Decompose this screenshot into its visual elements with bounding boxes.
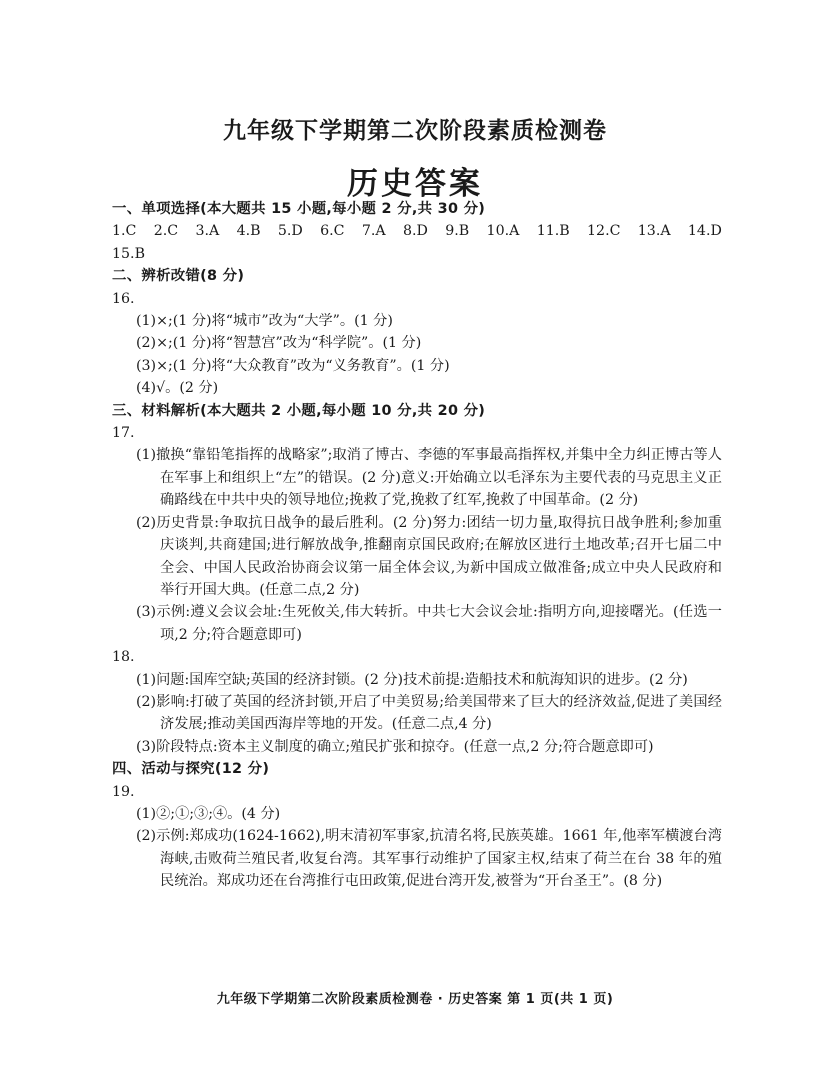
answer-item: (3)阶段特点:资本主义制度的确立;殖民扩张和掠夺。(任意一点,2 分;符合题意即可) [136, 738, 654, 755]
mc-answer: 13.A [637, 223, 671, 240]
answer-item: (3)示例:遵义会议会址:生死攸关,伟大转折。中共七大会议会址:指明方向,迎接曙光。(任选一项,2 分;符合题意即可) [136, 604, 722, 643]
mc-answer: 3.A [195, 223, 220, 240]
answer-item: (3)×;(1 分)将“大众教育”改为“义务教育”。(1 分) [136, 357, 450, 374]
page-footer: 九年级下学期第二次阶段素质检测卷 · 历史答案 第 1 页(共 1 页) [216, 992, 614, 1007]
mc-answer: 14.D [687, 223, 722, 240]
answer-item: (2)×;(1 分)将“智慧宫”改为“科学院”。(1 分) [136, 335, 422, 352]
answer-item: (1)撤换“靠铅笔指挥的战略家”;取消了博古、李德的军事最高指挥权,并集中全力纠正博古等人在军事上和组织上“左”的错误。(2 分)意义:开始确立以毛泽东为主要代表的马克思主义正确路线在中共中央的领导地位;挽救了党,挽救了红军,挽救了中国革命。(2 分) [136, 447, 722, 509]
answer-content [112, 198, 722, 893]
answer-item: (1)问题:国库空缺;英国的经济封锁。(2 分)技术前提:造船技术和航海知识的进步。(2 分) [136, 671, 688, 688]
mc-answer-row [112, 220, 722, 242]
mc-answer: 10.A [486, 223, 520, 240]
subject-title: 历史答案 [347, 166, 483, 202]
mc-answer: 11.B [536, 223, 570, 240]
mc-answer: 7.A [361, 223, 386, 240]
mc-answer: 9.B [445, 223, 470, 240]
mc-answer: 12.C [587, 223, 621, 240]
answer-item: (1)②;①;③;④。(4 分) [136, 805, 281, 822]
section-heading-material-analysis: 三、材料解析(本大题共 2 小题,每小题 10 分,共 20 分) [112, 402, 486, 419]
section-heading-activity-inquiry: 四、活动与探究(12 分) [112, 761, 270, 778]
question-number: 17. [112, 425, 135, 442]
answer-item: (2)历史背景:争取抗日战争的最后胜利。(2 分)努力:团结一切力量,取得抗日战争胜利;参加重庆谈判,共商建国;进行解放战争,推翻南京国民政府;在解放区进行土地改革;召开七届二中全会、中国人民政治协商会议第一届全体会议,为新中国成立做准备;成立中央人民政府和举行开国大典。(任意二点,2 分) [136, 514, 722, 598]
answer-item: (4)√。(2 分) [136, 380, 219, 397]
mc-answer: 5.D [277, 223, 303, 240]
mc-answer: 6.C [320, 223, 345, 240]
answer-item: (2)影响:打破了英国的经济封锁,开启了中美贸易;给美国带来了巨大的经济效益,促进了美国经济发展;推动美国西海岸等地的开发。(任意二点,4 分) [136, 693, 722, 733]
mc-answer: 1.C [112, 223, 137, 240]
mc-answer: 8.D [403, 223, 428, 240]
question-number: 19. [112, 783, 135, 800]
answer-item: (1)×;(1 分)将“城市”改为“大学”。(1 分) [136, 313, 393, 330]
question-number: 16. [112, 290, 135, 307]
answer-item: (2)示例:郑成功(1624-1662),明末清初军事家,抗清名将,民族英雄。1661 年,他率军横渡台湾海峡,击败荷兰殖民者,收复台湾。其军事行动维护了国家主权,结束了荷兰在台 38 年的殖民统治。郑成功还在台湾推行屯田政策,促进台湾开发,被誉为“开台圣王”。(8 分) [136, 828, 722, 890]
question-number: 18. [112, 649, 135, 666]
section-heading-correction: 二、辨析改错(8 分) [112, 268, 245, 285]
mc-answer: 15.B [112, 245, 145, 262]
mc-answer: 2.C [153, 223, 179, 240]
section-heading-multiple-choice: 一、单项选择(本大题共 15 小题,每小题 2 分,共 30 分) [112, 201, 486, 217]
mc-answer: 4.B [236, 223, 261, 240]
exam-title: 九年级下学期第二次阶段素质检测卷 [223, 117, 607, 144]
